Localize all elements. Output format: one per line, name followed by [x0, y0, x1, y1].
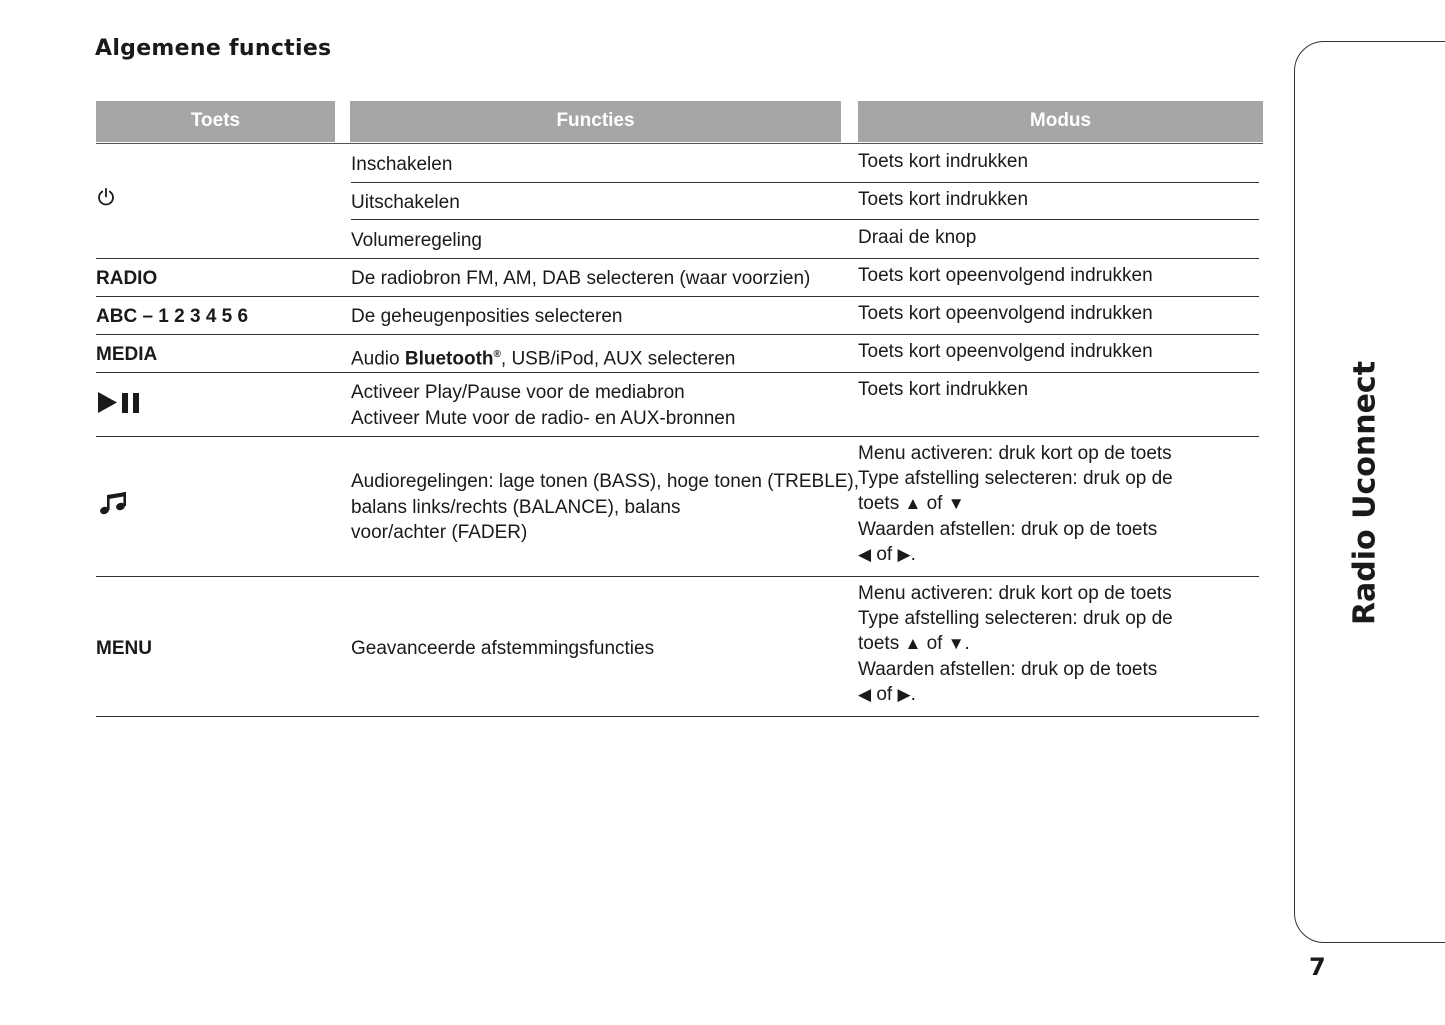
arrow-right-icon: ▶ — [897, 684, 911, 704]
bluetooth-brand: Bluetooth — [404, 348, 494, 370]
mode-text: Toets kort opeenvolgend indrukken — [858, 303, 1153, 324]
play-pause-icon — [98, 392, 142, 414]
arrow-up-icon: ▲ — [904, 494, 922, 514]
mode-text-part: . — [964, 633, 970, 655]
arrow-right-icon: ▶ — [897, 544, 911, 564]
mode-line — [858, 542, 1258, 567]
header-mode: Modus — [858, 101, 1263, 142]
side-tab-label: Radio Uconnect — [1347, 360, 1383, 626]
key-media: MEDIA — [96, 344, 158, 365]
registered-mark: ® — [493, 349, 501, 360]
function-text: Uitschakelen — [351, 192, 460, 213]
power-subrow-off — [351, 182, 1259, 220]
mode-text-part: of — [921, 633, 948, 655]
mode-text-part: of — [871, 683, 898, 705]
mode-text — [858, 441, 1258, 567]
function-text: Geavanceerde afstemmingsfuncties — [351, 638, 655, 659]
table-row-playpause — [96, 373, 1259, 437]
mode-text-part: of — [921, 493, 948, 515]
mode-line: Menu activeren: druk kort op de toets — [858, 443, 1172, 464]
mode-text: Toets kort opeenvolgend indrukken — [858, 265, 1153, 286]
function-line: Activeer Play/Pause voor de mediabron — [351, 382, 685, 403]
mode-text-part: of — [871, 543, 898, 565]
function-line: Activeer Mute voor de radio- en AUX-bronnen — [351, 407, 736, 429]
mode-text — [858, 581, 1258, 707]
header-function: Functies — [350, 101, 841, 142]
music-note-icon — [98, 491, 128, 515]
mode-line: Type afstelling selecteren: druk op de — [858, 608, 1173, 630]
arrow-down-icon: ▼ — [947, 634, 965, 654]
mode-text: Toets kort indrukken — [858, 379, 1029, 400]
table-row-presets — [96, 297, 1259, 335]
function-text — [351, 380, 851, 431]
key-presets: ABC – 1 2 3 4 5 6 — [96, 306, 249, 327]
arrow-up-icon: ▲ — [904, 634, 922, 654]
function-text: De geheugenposities selecteren — [351, 306, 623, 327]
function-text — [351, 342, 851, 372]
power-subrow-on — [351, 144, 1259, 183]
function-text — [351, 469, 861, 546]
mode-line: Menu activeren: druk kort op de toets — [858, 583, 1172, 604]
mode-text-part: . — [910, 543, 916, 565]
mode-text: Toets kort indrukken — [858, 189, 1029, 210]
function-line: balans links/rechts (BALANCE), balans — [351, 496, 681, 518]
mode-text: Toets kort opeenvolgend indrukken — [858, 341, 1153, 362]
function-prefix: Audio — [351, 348, 405, 370]
function-suffix: , USB/iPod, AUX selecteren — [500, 348, 736, 370]
mode-line — [858, 631, 1258, 656]
function-line: voor/achter (FADER) — [351, 522, 528, 543]
mode-text-part: . — [910, 683, 916, 705]
functions-table — [96, 101, 1263, 717]
mode-text: Draai de knop — [858, 227, 977, 248]
key-radio: RADIO — [96, 268, 158, 289]
power-subrow-volume — [351, 220, 1259, 258]
function-text: Inschakelen — [351, 154, 453, 175]
table-row-power — [96, 144, 1259, 259]
table-header — [96, 101, 1263, 144]
arrow-left-icon: ◀ — [858, 544, 872, 564]
mode-line: Waarden afstellen: druk op de toets — [858, 658, 1158, 680]
key-menu: MENU — [96, 638, 152, 659]
mode-line: Type afstelling selecteren: druk op de — [858, 468, 1173, 490]
table-row-media — [96, 335, 1259, 373]
arrow-left-icon: ◀ — [858, 684, 872, 704]
page-title: Algemene functies — [95, 36, 332, 61]
table-row-audio — [96, 437, 1259, 577]
arrow-down-icon: ▼ — [947, 494, 965, 514]
mode-line — [858, 682, 1258, 707]
power-icon — [96, 187, 116, 207]
mode-text: Toets kort indrukken — [858, 151, 1029, 172]
function-text: De radiobron FM, AM, DAB selecteren (waar voorzien) — [351, 268, 811, 289]
page-number: 7 — [1309, 953, 1326, 981]
table-row-menu — [96, 577, 1259, 717]
mode-line — [858, 491, 1258, 516]
header-key: Toets — [96, 101, 335, 142]
function-line: Audioregelingen: lage tonen (BASS), hoge tonen (TREBLE), — [351, 471, 860, 492]
table-row-radio — [96, 259, 1259, 297]
mode-line: Waarden afstellen: druk op de toets — [858, 518, 1158, 540]
mode-text-part: toets — [858, 633, 905, 655]
function-text: Volumeregeling — [351, 230, 482, 251]
mode-text-part: toets — [858, 493, 905, 515]
